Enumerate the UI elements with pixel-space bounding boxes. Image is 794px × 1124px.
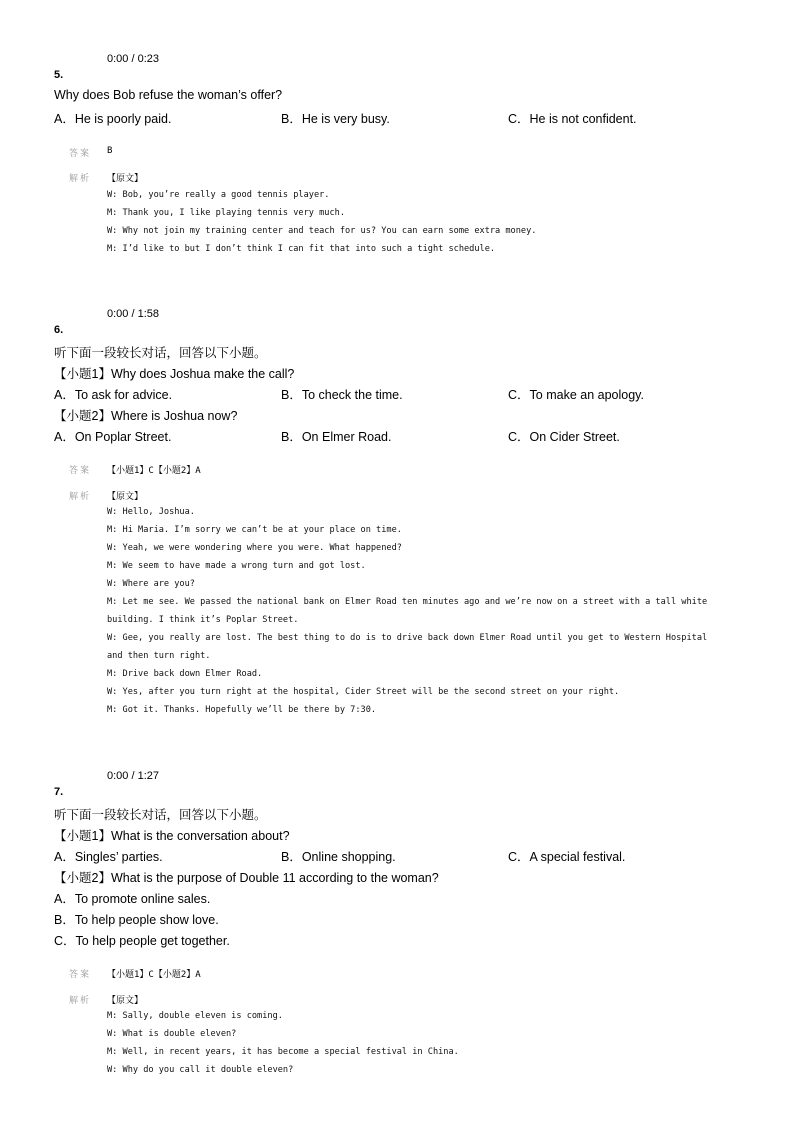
sub-question-1: 【小题1】What is the conversation about? [54,829,290,843]
transcript-heading: 【原文】 [107,174,144,184]
transcript-line: W: Gee, you really are lost. The best thing to do is to drive back down Elmer Road until you get to Western Hospital [107,633,708,643]
question-number: 5. [54,69,64,81]
audio-player-time[interactable]: 0:00 / 1:58 [107,308,159,320]
option-a: A．On Poplar Street. [54,430,172,444]
option-a: A．He is poorly paid. [54,112,172,126]
answer-value: B [107,146,113,156]
option-b: B．Online shopping. [281,850,396,864]
transcript-line: W: Where are you? [107,579,195,589]
question-intro: 听下面一段较长对话，回答以下小题。 [54,808,267,822]
transcript-line: building. I think it’s Poplar Street. [107,615,299,625]
answer-label: 答案 [69,970,92,980]
sub-question-1: 【小题1】Why does Joshua make the call? [54,367,295,381]
transcript-line: W: Why not join my training center and teach for us? You can earn some extra money. [107,226,537,236]
option-c: C．To help people get together. [54,934,230,948]
transcript-line: M: Thank you, I like playing tennis very much. [107,208,345,218]
transcript-line: M: Drive back down Elmer Road. [107,669,263,679]
question-intro: 听下面一段较长对话，回答以下小题。 [54,346,267,360]
question-number: 6. [54,324,64,336]
analysis-label: 解析 [69,492,92,502]
option-a: A．To promote online sales. [54,892,211,906]
answer-value: 【小题1】C【小题2】A [107,970,201,980]
transcript-line: M: Well, in recent years, it has become a special festival in China. [107,1047,459,1057]
transcript-line: M: Got it. Thanks. Hopefully we’ll be there by 7:30. [107,705,377,715]
transcript-line: M: Sally, double eleven is coming. [107,1011,283,1021]
transcript-line: W: Bob, you’re really a good tennis player. [107,190,330,200]
transcript-line: M: Hi Maria. I’m sorry we can’t be at your place on time. [107,525,402,535]
option-b: B．On Elmer Road. [281,430,392,444]
question-number: 7. [54,786,64,798]
answer-value: 【小题1】C【小题2】A [107,466,201,476]
option-a: A．Singles’ parties. [54,850,163,864]
option-b: B．To help people show love. [54,913,219,927]
audio-player-time[interactable]: 0:00 / 1:27 [107,770,159,782]
transcript-heading: 【原文】 [107,996,144,1006]
transcript-line: W: Yes, after you turn right at the hospital, Cider Street will be the second street on your right. [107,687,620,697]
option-b: B．He is very busy. [281,112,390,126]
transcript-heading: 【原文】 [107,492,144,502]
option-a: A．To ask for advice. [54,388,173,402]
option-c: C．He is not confident. [508,112,637,126]
transcript-line: M: We seem to have made a wrong turn and got lost. [107,561,366,571]
sub-question-2: 【小题2】What is the purpose of Double 11 according to the woman? [54,871,439,885]
option-c: C．To make an apology. [508,388,644,402]
analysis-label: 解析 [69,996,92,1006]
analysis-label: 解析 [69,174,92,184]
transcript-line: W: Hello, Joshua. [107,507,195,517]
transcript-line: and then turn right. [107,651,211,661]
answer-label: 答案 [69,149,92,159]
option-c: C．On Cider Street. [508,430,620,444]
sub-question-2: 【小题2】Where is Joshua now? [54,409,238,423]
option-c: C．A special festival. [508,850,626,864]
transcript-line: M: Let me see. We passed the national bank on Elmer Road ten minutes ago and we’re now on a street with a tall white [107,597,708,607]
transcript-line: W: Why do you call it double eleven? [107,1065,294,1075]
transcript-line: W: What is double eleven? [107,1029,237,1039]
question-prompt: Why does Bob refuse the woman’s offer? [54,88,283,102]
option-b: B．To check the time. [281,388,403,402]
transcript-line: W: Yeah, we were wondering where you were. What happened? [107,543,402,553]
audio-player-time[interactable]: 0:00 / 0:23 [107,53,159,65]
transcript-line: M: I’d like to but I don’t think I can fit that into such a tight schedule. [107,244,496,254]
answer-label: 答案 [69,466,92,476]
